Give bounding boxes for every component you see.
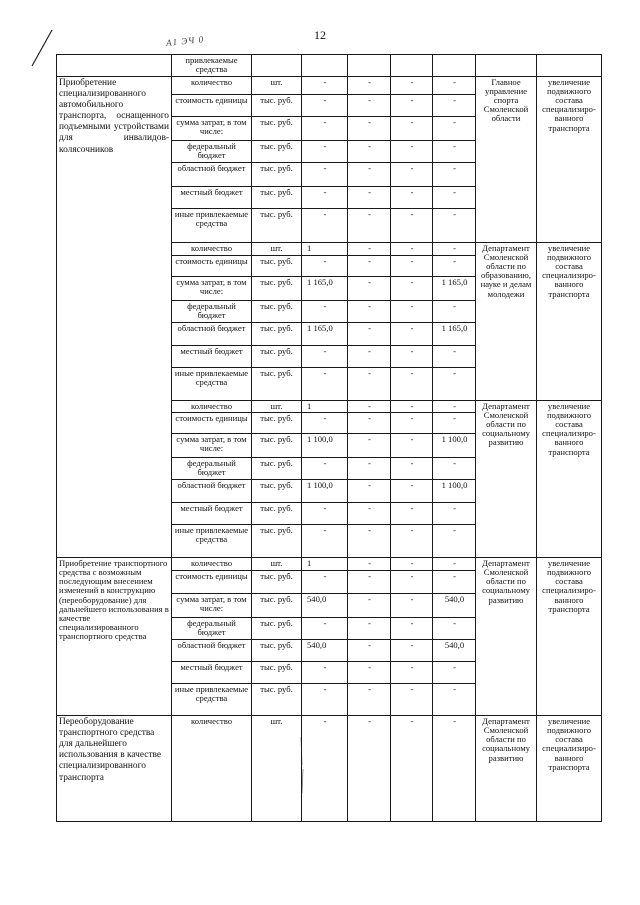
unit-cell: тыс. руб.	[252, 368, 302, 401]
value-cell: -	[391, 594, 433, 618]
row-label: местный бюджет	[172, 503, 252, 525]
unit-cell: тыс. руб.	[252, 117, 302, 141]
row-label: областной бюджет	[172, 480, 252, 503]
value-cell: -	[348, 256, 391, 277]
table-row	[57, 558, 602, 571]
unit-cell: тыс. руб.	[252, 480, 302, 503]
row-label: стоимость единицы	[172, 413, 252, 434]
unit-cell: тыс. руб.	[252, 163, 302, 187]
value-cell: -	[391, 256, 433, 277]
page-number: 12	[314, 28, 326, 42]
unit-cell: тыс. руб.	[252, 571, 302, 594]
value-cell: -	[302, 141, 348, 163]
value-cell: 540,0	[433, 594, 476, 618]
row-label: сумма затрат, в том числе:	[172, 117, 252, 141]
value-cell: -	[348, 480, 391, 503]
value-cell: -	[433, 77, 476, 95]
value-cell: -	[433, 141, 476, 163]
unit-cell: тыс. руб.	[252, 684, 302, 716]
value-cell: -	[302, 503, 348, 525]
unit-cell: тыс. руб.	[252, 95, 302, 117]
row-label: областной бюджет	[172, 163, 252, 187]
measure-description: Приобретение транспортного средства с возможным последующим внесением изменений в конструкцию (переоборудование) для дальнейшего использования в качестве специализированного транспортного средства	[57, 558, 172, 716]
unit-cell: тыс. руб.	[252, 209, 302, 243]
value-cell: -	[302, 413, 348, 434]
row-label: количество	[172, 243, 252, 256]
row-label: количество	[172, 716, 252, 822]
value-cell: -	[302, 209, 348, 243]
value-cell: -	[433, 301, 476, 323]
value-cell: -	[348, 503, 391, 525]
row-label: местный бюджет	[172, 662, 252, 684]
executor-cell: Департамент Смоленской области по социальному развитию	[476, 716, 537, 822]
value-cell: -	[348, 323, 391, 346]
value-cell: 1 165,0	[302, 277, 348, 301]
unit-cell: тыс. руб.	[252, 640, 302, 662]
value-cell: -	[391, 163, 433, 187]
value-cell: -	[391, 716, 433, 822]
value-cell: -	[302, 662, 348, 684]
value-cell: -	[348, 716, 391, 822]
value-cell: -	[433, 243, 476, 256]
value-cell: -	[348, 95, 391, 117]
row-label: количество	[172, 558, 252, 571]
unit-cell: шт.	[252, 243, 302, 256]
row-label: количество	[172, 401, 252, 413]
value-cell: -	[391, 558, 433, 571]
value-cell: -	[433, 662, 476, 684]
value-cell: -	[348, 243, 391, 256]
value-cell: -	[348, 558, 391, 571]
value-cell: 1	[302, 401, 348, 413]
value-cell: -	[433, 503, 476, 525]
value-cell: -	[302, 525, 348, 558]
value-cell: -	[433, 256, 476, 277]
row-label: местный бюджет	[172, 346, 252, 368]
value-cell: -	[433, 413, 476, 434]
value-cell: -	[433, 458, 476, 480]
value-cell: 1 165,0	[302, 323, 348, 346]
value-cell: -	[302, 618, 348, 640]
value-cell: -	[302, 368, 348, 401]
unit-cell: тыс. руб.	[252, 503, 302, 525]
value-cell: -	[391, 618, 433, 640]
unit-cell: тыс. руб.	[252, 413, 302, 434]
value-cell: 540,0	[433, 640, 476, 662]
unit-cell: шт.	[252, 77, 302, 95]
value-cell: -	[348, 117, 391, 141]
value-cell: -	[302, 684, 348, 716]
value-cell: -	[348, 277, 391, 301]
value-cell: -	[391, 323, 433, 346]
unit-cell: тыс. руб.	[252, 525, 302, 558]
row-label: федеральный бюджет	[172, 618, 252, 640]
value-cell: 1 100,0	[433, 480, 476, 503]
value-cell: -	[302, 95, 348, 117]
value-cell: -	[348, 187, 391, 209]
unit-cell: шт.	[252, 558, 302, 571]
value-cell: -	[391, 413, 433, 434]
value-cell: 540,0	[302, 594, 348, 618]
row-label: областной бюджет	[172, 640, 252, 662]
value-cell: -	[391, 401, 433, 413]
unit-cell: тыс. руб.	[252, 618, 302, 640]
value-cell: -	[391, 458, 433, 480]
row-label: федеральный бюджет	[172, 301, 252, 323]
result-cell: увеличение подвижного состава специализиро-ванного транспорта	[537, 77, 602, 243]
value-cell: -	[348, 434, 391, 458]
value-cell: -	[433, 117, 476, 141]
row-label: стоимость единицы	[172, 571, 252, 594]
unit-cell: тыс. руб.	[252, 301, 302, 323]
result-cell: увеличение подвижного состава специализиро-ванного транспорта	[537, 558, 602, 716]
value-cell: -	[391, 684, 433, 716]
row-label: сумма затрат, в том числе:	[172, 277, 252, 301]
value-cell: -	[348, 301, 391, 323]
budget-table	[56, 54, 602, 822]
value-cell: -	[433, 209, 476, 243]
result-cell: увеличение подвижного состава специализиро-ванного транспорта	[537, 401, 602, 558]
value-cell: -	[348, 346, 391, 368]
value-cell: -	[433, 558, 476, 571]
value-cell: -	[348, 618, 391, 640]
value-cell: -	[433, 716, 476, 822]
value-cell: -	[302, 77, 348, 95]
value-cell: 1	[302, 558, 348, 571]
value-cell: -	[391, 117, 433, 141]
executor-cell: Главное управление спорта Смоленской области	[476, 77, 537, 243]
value-cell: -	[391, 243, 433, 256]
value-cell: -	[391, 640, 433, 662]
value-cell: -	[348, 209, 391, 243]
table-row	[57, 716, 602, 822]
unit-cell: тыс. руб.	[252, 277, 302, 301]
unit-cell: тыс. руб.	[252, 141, 302, 163]
value-cell: -	[348, 684, 391, 716]
row-label: стоимость единицы	[172, 95, 252, 117]
value-cell: -	[433, 684, 476, 716]
value-cell: -	[302, 187, 348, 209]
row-label: сумма затрат, в том числе:	[172, 434, 252, 458]
row-label: количество	[172, 77, 252, 95]
row-label: стоимость единицы	[172, 256, 252, 277]
value-cell: -	[348, 368, 391, 401]
value-cell: 1 165,0	[433, 323, 476, 346]
row-label: сумма затрат, в том числе:	[172, 594, 252, 618]
unit-cell: тыс. руб.	[252, 256, 302, 277]
value-cell: -	[391, 141, 433, 163]
value-cell: -	[433, 525, 476, 558]
unit-cell: тыс. руб.	[252, 346, 302, 368]
value-cell: -	[348, 640, 391, 662]
measure-description: Переоборудование транспортного средства для дальнейшего использования в качестве специализированного транспорта	[57, 716, 172, 822]
unit-cell: шт.	[252, 401, 302, 413]
row-label: привлекаемые средства	[172, 55, 252, 77]
unit-cell: тыс. руб.	[252, 458, 302, 480]
value-cell: -	[433, 618, 476, 640]
value-cell: -	[348, 525, 391, 558]
row-label: иные привлекаемые средства	[172, 209, 252, 243]
value-cell: -	[302, 716, 348, 822]
value-cell: 1 100,0	[302, 480, 348, 503]
row-label: федеральный бюджет	[172, 141, 252, 163]
value-cell: -	[391, 503, 433, 525]
value-cell: -	[302, 256, 348, 277]
unit-cell: тыс. руб.	[252, 594, 302, 618]
row-label: иные привлекаемые средства	[172, 684, 252, 716]
value-cell: 1 100,0	[302, 434, 348, 458]
value-cell: -	[302, 346, 348, 368]
handwritten-note: А1 ЭЧ 0	[165, 34, 205, 48]
value-cell: -	[433, 187, 476, 209]
value-cell: -	[391, 277, 433, 301]
value-cell: 540,0	[302, 640, 348, 662]
row-label: федеральный бюджет	[172, 458, 252, 480]
value-cell: -	[302, 458, 348, 480]
value-cell: -	[433, 368, 476, 401]
measure-description: Приобретение специализированного автомобильного транспорта, оснащенного подъемными устройствами для инвалидов-колясочников	[57, 77, 172, 558]
value-cell: -	[348, 571, 391, 594]
value-cell: 1	[302, 243, 348, 256]
result-cell: увеличение подвижного состава специализиро-ванного транспорта	[537, 716, 602, 822]
row-label: областной бюджет	[172, 323, 252, 346]
value-cell: -	[348, 401, 391, 413]
value-cell: -	[433, 346, 476, 368]
value-cell: -	[433, 95, 476, 117]
value-cell: -	[391, 480, 433, 503]
value-cell: -	[391, 95, 433, 117]
unit-cell: тыс. руб.	[252, 187, 302, 209]
value-cell: -	[348, 594, 391, 618]
value-cell: -	[433, 401, 476, 413]
value-cell: -	[348, 413, 391, 434]
unit-cell: тыс. руб.	[252, 323, 302, 346]
row-label: местный бюджет	[172, 187, 252, 209]
value-cell: -	[391, 346, 433, 368]
value-cell: -	[391, 525, 433, 558]
value-cell: -	[391, 662, 433, 684]
result-cell: увеличение подвижного состава специализиро-ванного транспорта	[537, 243, 602, 401]
value-cell: -	[391, 187, 433, 209]
value-cell: -	[348, 141, 391, 163]
value-cell: 1 165,0	[433, 277, 476, 301]
value-cell: -	[348, 77, 391, 95]
value-cell: -	[391, 301, 433, 323]
value-cell: -	[302, 117, 348, 141]
value-cell: -	[302, 301, 348, 323]
unit-cell: тыс. руб.	[252, 434, 302, 458]
row-label: иные привлекаемые средства	[172, 368, 252, 401]
value-cell: 1 100,0	[433, 434, 476, 458]
value-cell: -	[391, 368, 433, 401]
unit-cell: шт.	[252, 716, 302, 822]
table-row	[57, 55, 602, 77]
value-cell: -	[348, 163, 391, 187]
value-cell: -	[391, 571, 433, 594]
value-cell: -	[348, 662, 391, 684]
table-row	[57, 77, 602, 95]
value-cell: -	[302, 163, 348, 187]
executor-cell: Департамент Смоленской области по социальному развитию	[476, 558, 537, 716]
value-cell: -	[391, 209, 433, 243]
value-cell: -	[391, 77, 433, 95]
value-cell: -	[433, 163, 476, 187]
value-cell: -	[348, 458, 391, 480]
value-cell: -	[302, 571, 348, 594]
unit-cell: тыс. руб.	[252, 662, 302, 684]
executor-cell: Департамент Смоленской области по социальному развитию	[476, 401, 537, 558]
executor-cell: Департамент Смоленской области по образованию, науке и делам молодежи	[476, 243, 537, 401]
value-cell: -	[433, 571, 476, 594]
row-label: иные привлекаемые средства	[172, 525, 252, 558]
value-cell: -	[391, 434, 433, 458]
